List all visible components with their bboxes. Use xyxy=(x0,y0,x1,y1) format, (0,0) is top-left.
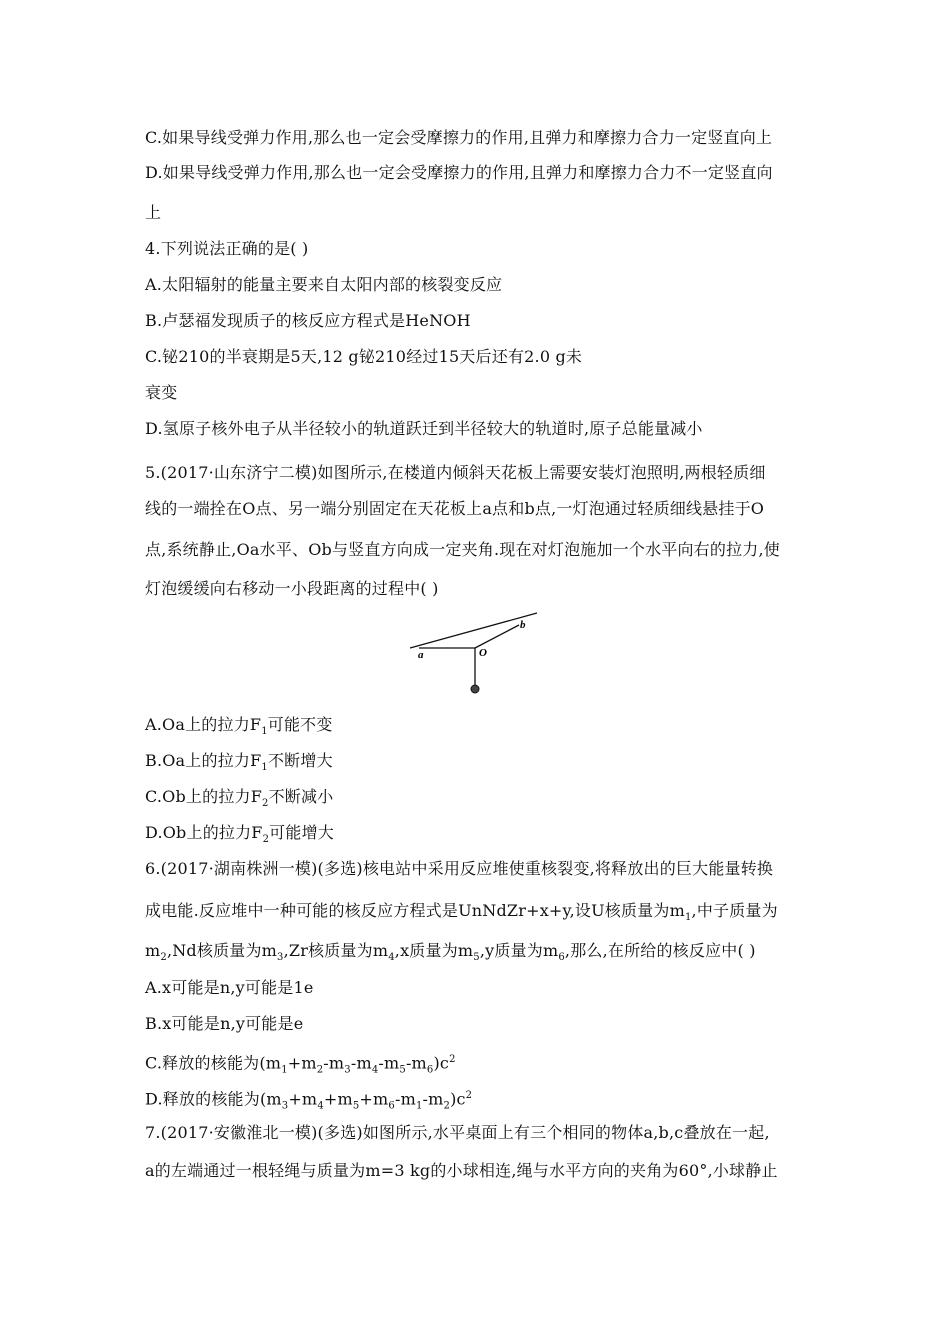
subscript: 1 xyxy=(415,1100,423,1112)
lamp-ball xyxy=(471,685,479,693)
question-7-line2: a的左端通过一根轻绳与质量为m=3 kg的小球相连,绳与水平方向的夹角为60°,小球静止 xyxy=(145,1161,778,1180)
question-5-line1: 5.(2017·山东济宁二模)如图所示,在楼道内倾斜天花板上需要安装灯泡照明,两根轻质细 xyxy=(145,463,766,482)
superscript: 2 xyxy=(465,1090,473,1101)
line-d3b: 上 xyxy=(145,203,162,222)
text-run: -m xyxy=(350,1053,372,1073)
text-run: -m xyxy=(405,1053,427,1073)
text-run: -m xyxy=(323,1053,345,1073)
subscript: 6 xyxy=(388,1100,395,1112)
q4-option-a: A.太阳辐射的能量主要来自太阳内部的核裂变反应 xyxy=(145,275,503,294)
question-6-line2: 成电能.反应堆中一种可能的核反应方程式是UnNdZr+x+y,设U核质量为$m_1$,中子质量为 xyxy=(145,901,778,924)
label-o: O xyxy=(479,647,487,659)
text-run: ,x质量为m xyxy=(394,941,474,960)
ceiling-line xyxy=(410,613,537,648)
text-run: ,那么,在所给的核反应中( ) xyxy=(564,941,756,960)
text-run: -m xyxy=(378,1053,400,1073)
q5-option-c: C.Ob上的拉力$F_2$不断减小 xyxy=(145,787,334,810)
subscript: 4 xyxy=(371,1064,379,1076)
text-run: -m xyxy=(394,1089,416,1109)
question-7-line1: 7.(2017·安徽淮北一模)(多选)如图所示,水平桌面上有三个相同的物体a,b,c叠放在一起, xyxy=(145,1123,770,1142)
question-5-line2: 线的一端拴在O点、另一端分别固定在天花板上a点和b点,一灯泡通过轻质细线悬挂于O xyxy=(145,499,765,518)
q4-option-c-line2: 衰变 xyxy=(145,383,178,402)
label-b: b xyxy=(520,619,526,631)
label-a: a xyxy=(418,649,424,661)
subscript: 2 xyxy=(160,952,167,964)
text-run: ,Nd核质量为m xyxy=(166,941,278,960)
text-run: )c xyxy=(433,1053,450,1073)
q4-option-c-line1: C.铋210的半衰期是5天,12 g铋210经过15天后还有2.0 g未 xyxy=(145,347,583,366)
text-run: ,y质量为m xyxy=(479,941,559,960)
superscript: 2 xyxy=(449,1054,456,1065)
question-5-line4: 灯泡缓缓向右移动一小段距离的过程中( ) xyxy=(145,579,439,598)
line-c3: C.如果导线受弹力作用,那么也一定会受摩擦力的作用,且弹力和摩擦力合力一定竖直向上 xyxy=(145,128,773,147)
subscript: 2 xyxy=(443,1100,451,1112)
subscript: 4 xyxy=(317,1100,324,1112)
lamp-diagram xyxy=(405,608,545,698)
question-6-line1: 6.(2017·湖南株洲一模)(多选)核电站中采用反应堆使重核裂变,将释放出的巨大能量转换 xyxy=(145,859,774,878)
q4-option-d: D.氢原子核外电子从半径较小的轨道跃迁到半径较大的轨道时,原子总能量减小 xyxy=(145,419,703,438)
text-run: +m xyxy=(288,1089,318,1109)
text-run: m xyxy=(145,941,161,960)
q5-option-a: A.Oa上的拉力$F_1$可能不变 xyxy=(145,715,333,738)
text-run: -m xyxy=(422,1089,444,1109)
subscript: 3 xyxy=(277,952,284,964)
text-run: )c xyxy=(450,1089,466,1109)
text-run: D.释放的核能为(m xyxy=(145,1089,282,1109)
subscript: 5 xyxy=(473,952,480,964)
subscript: 1 xyxy=(281,1064,288,1076)
q6-option-d xyxy=(145,1085,472,1118)
q5-option-d: D.Ob上的拉力$F_2$可能增大 xyxy=(145,823,334,846)
subscript: 3 xyxy=(281,1100,289,1112)
q6-option-a: A.x可能是n,y可能是1e xyxy=(145,978,314,997)
question-6-line3 xyxy=(145,940,756,969)
subscript: 5 xyxy=(399,1064,406,1076)
q4-option-b: B.卢瑟福发现质子的核反应方程式是HeNOH xyxy=(145,311,471,330)
q6-option-c xyxy=(145,1049,456,1082)
subscript: 6 xyxy=(558,952,565,964)
question-5-line3: 点,系统静止,Oa水平、Ob与竖直方向成一定夹角.现在对灯泡施加一个水平向右的拉力,使 xyxy=(145,540,780,559)
q6-option-b: B.x可能是n,y可能是e xyxy=(145,1014,304,1033)
subscript: 6 xyxy=(426,1064,434,1076)
q5-option-b: B.Oa上的拉力$F_1$不断增大 xyxy=(145,751,333,774)
subscript: 2 xyxy=(316,1064,324,1076)
subscript: 5 xyxy=(352,1100,360,1112)
text-run: +m xyxy=(323,1089,353,1109)
text-run: ,Zr核质量为m xyxy=(283,941,389,960)
text-run: +m xyxy=(359,1089,389,1109)
subscript: 3 xyxy=(344,1064,351,1076)
text-run: C.释放的核能为(m xyxy=(145,1053,282,1073)
subscript: 4 xyxy=(388,952,395,964)
question-4: 4.下列说法正确的是( ) xyxy=(145,239,309,258)
text-run: +m xyxy=(287,1053,317,1073)
line-d3a: D.如果导线受弹力作用,那么也一定会受摩擦力的作用,且弹力和摩擦力合力不一定竖直向 xyxy=(145,163,773,182)
